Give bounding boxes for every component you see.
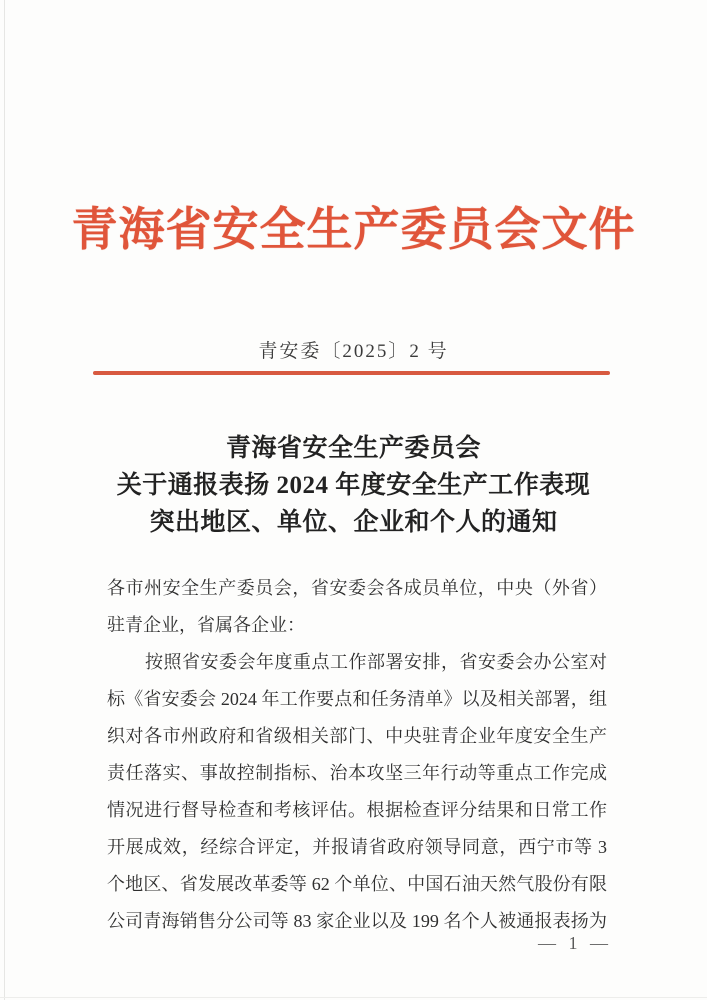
paragraph-line-3: 织对各市州政府和省级相关部门、中央驻青企业年度安全生产 [107, 726, 607, 746]
salutation-line-1: 各市州安全生产委员会，省安委会各成员单位，中央（外省） [107, 578, 607, 598]
notice-title-line-3: 突出地区、单位、企业和个人的通知 [149, 509, 558, 536]
paragraph-line-5: 情况进行督导检查和考核评估。根据检查评分结果和日常工作 [107, 800, 607, 820]
paragraph-line-6: 开展成效，经综合评定，并报请省政府领导同意，西宁市等 3 [107, 837, 607, 857]
page-number: — 1 — [538, 933, 612, 953]
paragraph-line-1: 按照省安委会年度重点工作部署安排，省安委会办公室对 [145, 652, 607, 672]
paragraph-line-7: 个地区、省发展改革委等 62 个单位、中国石油天然气股份有限 [107, 874, 607, 894]
letterhead-title: 青海省安全生产委员会文件 [71, 204, 636, 255]
scan-edge-bottom [0, 997, 707, 998]
red-divider-rule [93, 371, 610, 375]
notice-title [0, 430, 707, 541]
notice-title-line-1: 青海省安全生产委员会 [225, 435, 481, 462]
paragraph-line-2: 标《省安委会 2024 年工作要点和任务清单》以及相关部署，组 [107, 689, 607, 709]
paragraph-line-8: 公司青海销售分公司等 83 家企业以及 199 名个人被通报表扬为 [107, 911, 607, 931]
salutation-line-2: 驻青企业，省属各企业： [107, 615, 305, 635]
document-body [107, 570, 607, 940]
notice-title-line-2: 关于通报表扬 2024 年度安全生产工作表现 [116, 472, 591, 499]
document-number: 青安委〔2025〕2 号 [258, 341, 449, 362]
paragraph-line-4: 责任落实、事故控制指标、治本攻坚三年行动等重点工作完成 [107, 763, 607, 783]
